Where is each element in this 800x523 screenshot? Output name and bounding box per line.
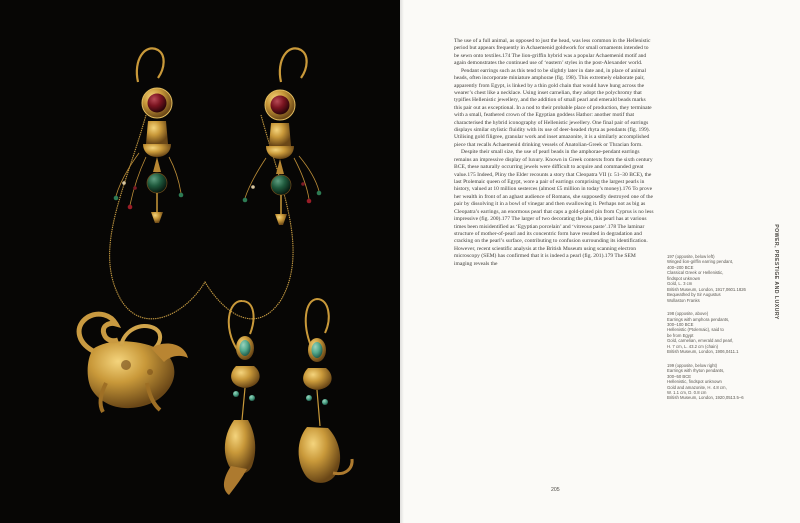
caption-line: 400–200 BCE	[667, 264, 694, 270]
captions	[667, 254, 767, 409]
caption-line: Gold, carnelian, emerald and pearl,	[667, 338, 734, 344]
caption-line: Bequeathed by Sir Augustus	[667, 292, 721, 298]
caption-line: 198 (opposite, above)	[667, 311, 709, 317]
caption-line: 300–100 BCE	[667, 321, 694, 327]
caption-line: Winged lion-griffin earring pendant,	[667, 259, 734, 265]
book-gutter	[396, 0, 404, 523]
caption-line: Wollaston Franks	[667, 297, 700, 303]
caption-line: H. 7 cm, L. 43.2 cm (chain)	[667, 343, 719, 349]
running-head: POWER, PRESTIGE AND LUXURY	[773, 224, 779, 320]
body-paragraph: Despite their small size, the use of pearl beads in the amphorae-pendant earrings remains an impressive display of luxury. Known in Greek contexts from the sixth century BCE, these naturally occurring jewels were difficult to acquire and commanded great value.175 Indeed, Pliny the Elder recounts a story that Cleopatra VII (r. 51–30 BCE), the last Ptolemaic queen of Egypt, wore a pair of earrings comprising the largest pearls in history, valued at 10 million sesterces (almost £5 million in today’s money).176 To prove her wealth in front of an aghast audience of Romans, she supposedly destroyed one of the pair by dissolving it in a bowl of vinegar and then swallowing it. Perhaps not as big as Cleopatra’s earrings, an enormous pearl that caps a gold-plated pin from Cyprus is no less impressive (fig. 200).177 The larger of two decorating the pin, this pearl has at various times been misidentified as ‘Egyptian porcelain’ and ‘vitreous paste’.178 The laminar structure of mother-of-pearl and its concentric form have resulted in degradation and cracking on the pearl’s surface, contributing to confusion surrounding its identification. However, recent scientific analysis at the British Museum using scanning electron microscopy (SEM) has confirmed that it is indeed a pearl (fig. 201).179 The SEM imaging reveals the	[454, 149, 654, 267]
lion-griffin-pendant	[79, 314, 188, 412]
caption-line: Classical Greek or Hellenistic,	[667, 270, 724, 276]
page-number: 205	[551, 487, 560, 493]
amphora-earring-right	[243, 48, 322, 225]
caption-198	[667, 311, 767, 355]
caption-line: findspot unknown	[667, 275, 701, 281]
body-paragraph: The use of a full animal, as opposed to just the head, was less common in the Hellenistic period but appears frequently in Achaemenid goldwork for small ornaments intended to be sewn onto textiles.174 The lion-griffin hybrid was a popular Achaemenid motif and again demonstrates the continued use of ‘eastern’ styles in the post-Alexander world.	[454, 38, 651, 67]
caption-line: Earrings with rhyton pendants,	[667, 368, 725, 374]
rhyton-earring-left	[224, 301, 260, 495]
gold-chain	[110, 115, 293, 319]
caption-line: Hellenistic (Ptolemaic), said to	[667, 327, 724, 333]
caption-199	[667, 363, 767, 401]
amphora-earring-left	[114, 48, 184, 223]
caption-197	[667, 254, 767, 303]
caption-line: British Museum, London, 1906,0411.1	[667, 349, 739, 355]
rhyton-earring-right	[299, 299, 352, 483]
caption-line: be from Egypt	[667, 332, 694, 338]
caption-line: Gold, L. 3 cm	[667, 281, 693, 287]
caption-line: British Museum, London, 1920,0513.5–6	[667, 395, 744, 401]
caption-line: 300–50 BCE	[667, 373, 692, 379]
body-text	[454, 38, 655, 268]
caption-line: 199 (opposite, below right)	[667, 362, 718, 368]
caption-line: British Museum, London, 1917,0601.1826	[667, 286, 746, 292]
caption-line: Hellenistic, findspot unknown	[667, 379, 722, 385]
caption-line: 197 (opposite, below left)	[667, 254, 715, 259]
caption-line: Gold and amazonite, H. 4.8 cm,	[667, 384, 727, 390]
caption-line: Earrings with amphora pendants,	[667, 316, 730, 322]
body-paragraph: Pendant earrings such as this tend to be slightly later in date and, in place of animal heads, often incorporate miniature amphorae (fig. 198). This extremely elaborate pair, apparently from Egypt, is linked by a thin gold chain that would have hung across the wearer’s chest like a necklace. Using inset carnelian, they adopt the polychromy that typifies Hellenistic jewellery, and the addition of small pearl and emerald beads marks this pair out as exceptional. In a nod to their probable place of production, they terminate with a small, feathered crown of the Egyptian goddess Hathor: another motif that characterised the hybrid iconography of Hellenistic jewellery. One final pair of earrings displays similar stylistic fluidity with its use of deer-headed rhyta as pendants (fig. 199). Utilising gold filigree, granular work and inset amazonite, it is a similarly accomplished piece that recalls Achaemenid drinking vessels of Anatolian-Greek or Thracian form.	[454, 67, 652, 148]
caption-line: W. 1.1 cm, D. 0.8 cm	[667, 389, 707, 395]
